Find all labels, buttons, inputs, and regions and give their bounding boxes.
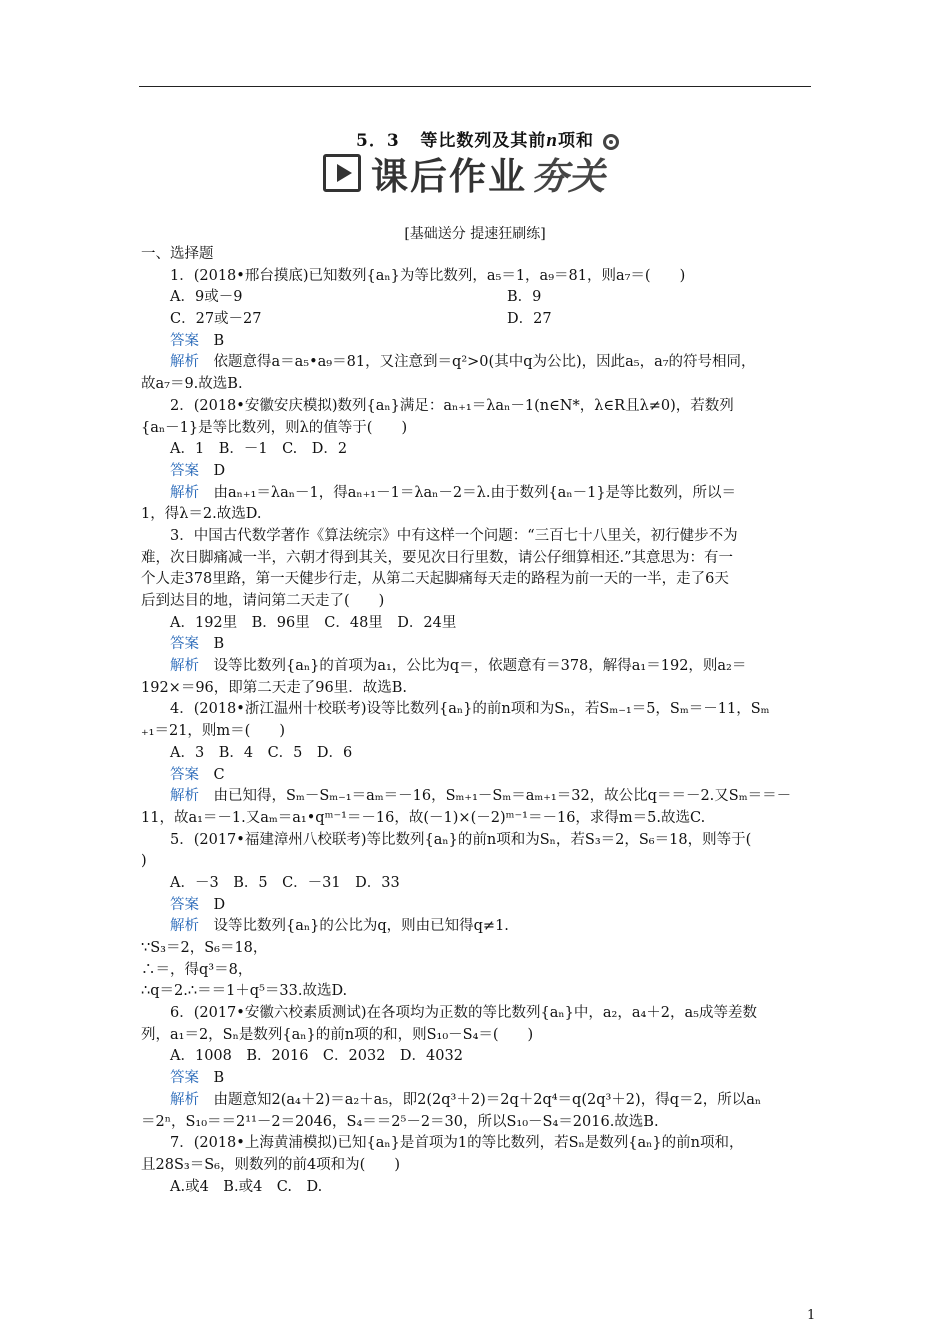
page-title: 5．3 等比数列及其前n项和 [355, 130, 594, 151]
question-stem-cont: ) [141, 853, 147, 870]
play-icon [323, 154, 361, 192]
question-stem-cont: 难，次日脚痛减一半，六朝才得到其关，要见次日行里数，请公仔细算相还.”其意思为：有一 [141, 549, 734, 566]
banner-logo: 夯关 [531, 146, 605, 200]
question-stem: 2．(2018•安徽安庆模拟)数列{aₙ}满足：aₙ₊₁＝λaₙ－1(n∈N*，λ∈R且λ≠0)，若数列 [170, 397, 734, 414]
analysis-line: 解析 设等比数列{aₙ}的首项为a₁，公比为q＝，依题意有＝378，解得a₁＝192，则a₂＝ [170, 658, 747, 675]
page-number: 1 [807, 1308, 816, 1323]
options-row: A．1008 B．2016 C．2032 D．4032 [170, 1048, 463, 1065]
options-row: A.或4 B.或4 C. D. [170, 1178, 323, 1195]
analysis-cont: 1，得λ＝2.故选D. [141, 506, 262, 523]
analysis-cont: ＝2ⁿ，S₁₀＝＝2¹¹－2＝2046，S₄＝＝2⁵－2＝30，所以S₁₀－S₄＝2016.故选B. [141, 1113, 659, 1130]
analysis-line: 解析 由aₙ₊₁＝λaₙ－1，得aₙ₊₁－1＝λaₙ－2＝λ.由于数列{aₙ－1}是等比数列，所以＝ [170, 484, 737, 501]
answer-line: 答案 D [170, 896, 226, 913]
question-stem: 4．(2018•浙江温州十校联考)设等比数列{aₙ}的前n项和为Sₙ，若Sₘ₋₁＝5，Sₘ＝－11，Sₘ [170, 701, 770, 718]
options-row: A．9或－9 B．9 [170, 289, 542, 306]
options-row: A．1 B．－1 C. D．2 [170, 441, 348, 458]
question-stem-cont: 后到达目的地，请问第二天走了( ) [141, 593, 385, 609]
question-stem-cont: ₊₁＝21，则m＝( ) [141, 723, 285, 740]
question-stem: 1．(2018•邢台摸底)已知数列{aₙ}为等比数列，a₅＝1，a₉＝81，则a₇＝( ) [170, 267, 686, 284]
question-content [141, 244, 813, 1198]
analysis-line: 解析 由题意知2(a₄＋2)＝a₂＋a₅，即2(2q³＋2)＝2q＋2q⁴＝q(2q³＋2)，得q＝2，所以aₙ [170, 1091, 762, 1108]
analysis-line: 解析 设等比数列{aₙ}的公比为q，则由已知得q≠1. [170, 918, 509, 935]
options-row: A．192里 B．96里 C．48里 D．24里 [170, 614, 457, 631]
gear-icon [603, 134, 619, 150]
answer-line: 答案 C [170, 766, 225, 783]
answer-line: 答案 B [170, 332, 225, 349]
section-heading: 一、选择题 [141, 246, 214, 262]
top-rule [139, 86, 811, 87]
answer-line: 答案 B [170, 1070, 225, 1087]
question-stem-cont: {aₙ－1}是等比数列，则λ的值等于( ) [141, 419, 408, 436]
analysis-cont: 11，故a₁＝－1.又aₘ＝a₁•qᵐ⁻¹＝－16，故(－1)×(－2)ᵐ⁻¹＝－16，求得m＝5.故选C. [141, 809, 706, 826]
question-stem: 3．中国古代数学著作《算法统宗》中有这样一个问题：“三百七十八里关，初行健步不为 [170, 527, 738, 544]
options-row: C．27或－27 D．27 [170, 311, 552, 328]
answer-line: 答案 D [170, 462, 226, 479]
options-row: A．－3 B．5 C．－31 D．33 [170, 874, 400, 891]
question-stem: 5．(2017•福建漳州八校联考)等比数列{aₙ}的前n项和为Sₙ，若S₃＝2，S₆＝18，则等于( [170, 831, 752, 848]
analysis-line: 解析 依题意得a＝a₅•a₉＝81，又注意到＝q²>0(其中q为公比)，因此a₅，a₇的符号相同， [170, 354, 756, 371]
subtitle: [基础送分 提速狂刷练] [404, 226, 546, 242]
question-stem-cont: 列，a₁＝2，Sₙ是数列{aₙ}的前n项的和，则S₁₀－S₄＝( ) [141, 1026, 534, 1043]
analysis-cont: ∵S₃＝2，S₆＝18， [141, 940, 268, 956]
question-stem-cont: 且28S₃＝S₆，则数列的前4项和为( ) [141, 1156, 400, 1173]
question-stem-cont: 个人走378里路，第一天健步行走，从第二天起脚痛每天走的路程为前一天的一半，走了6天 [141, 571, 729, 588]
analysis-cont: 192×＝96，即第二天走了96里．故选B. [141, 679, 407, 696]
question-stem: 6．(2017•安徽六校素质测试)在各项均为正数的等比数列{aₙ}中，a₂，a₄＋2，a₅成等差数 [170, 1005, 757, 1022]
options-row: A．3 B．4 C．5 D．6 [170, 744, 353, 761]
analysis-line: 解析 由已知得，Sₘ－Sₘ₋₁＝aₘ＝－16，Sₘ₊₁－Sₘ＝aₘ₊₁＝32，故公比q＝＝－2.又Sₘ＝＝－ [170, 788, 792, 805]
homework-banner [323, 150, 605, 196]
analysis-cont: 故a₇＝9.故选B. [141, 376, 243, 393]
banner-title: 课后作业 [371, 155, 527, 198]
analysis-cont: ∴q＝2.∴＝＝1＋q⁵＝33.故选D. [141, 983, 348, 1000]
answer-line: 答案 B [170, 636, 225, 653]
analysis-cont: ∴＝，得q³＝8， [141, 961, 253, 978]
question-stem: 7．(2018•上海黄浦模拟)已知{aₙ}是首项为1的等比数列，若Sₙ是数列{aₙ}的前n项和， [170, 1135, 744, 1152]
